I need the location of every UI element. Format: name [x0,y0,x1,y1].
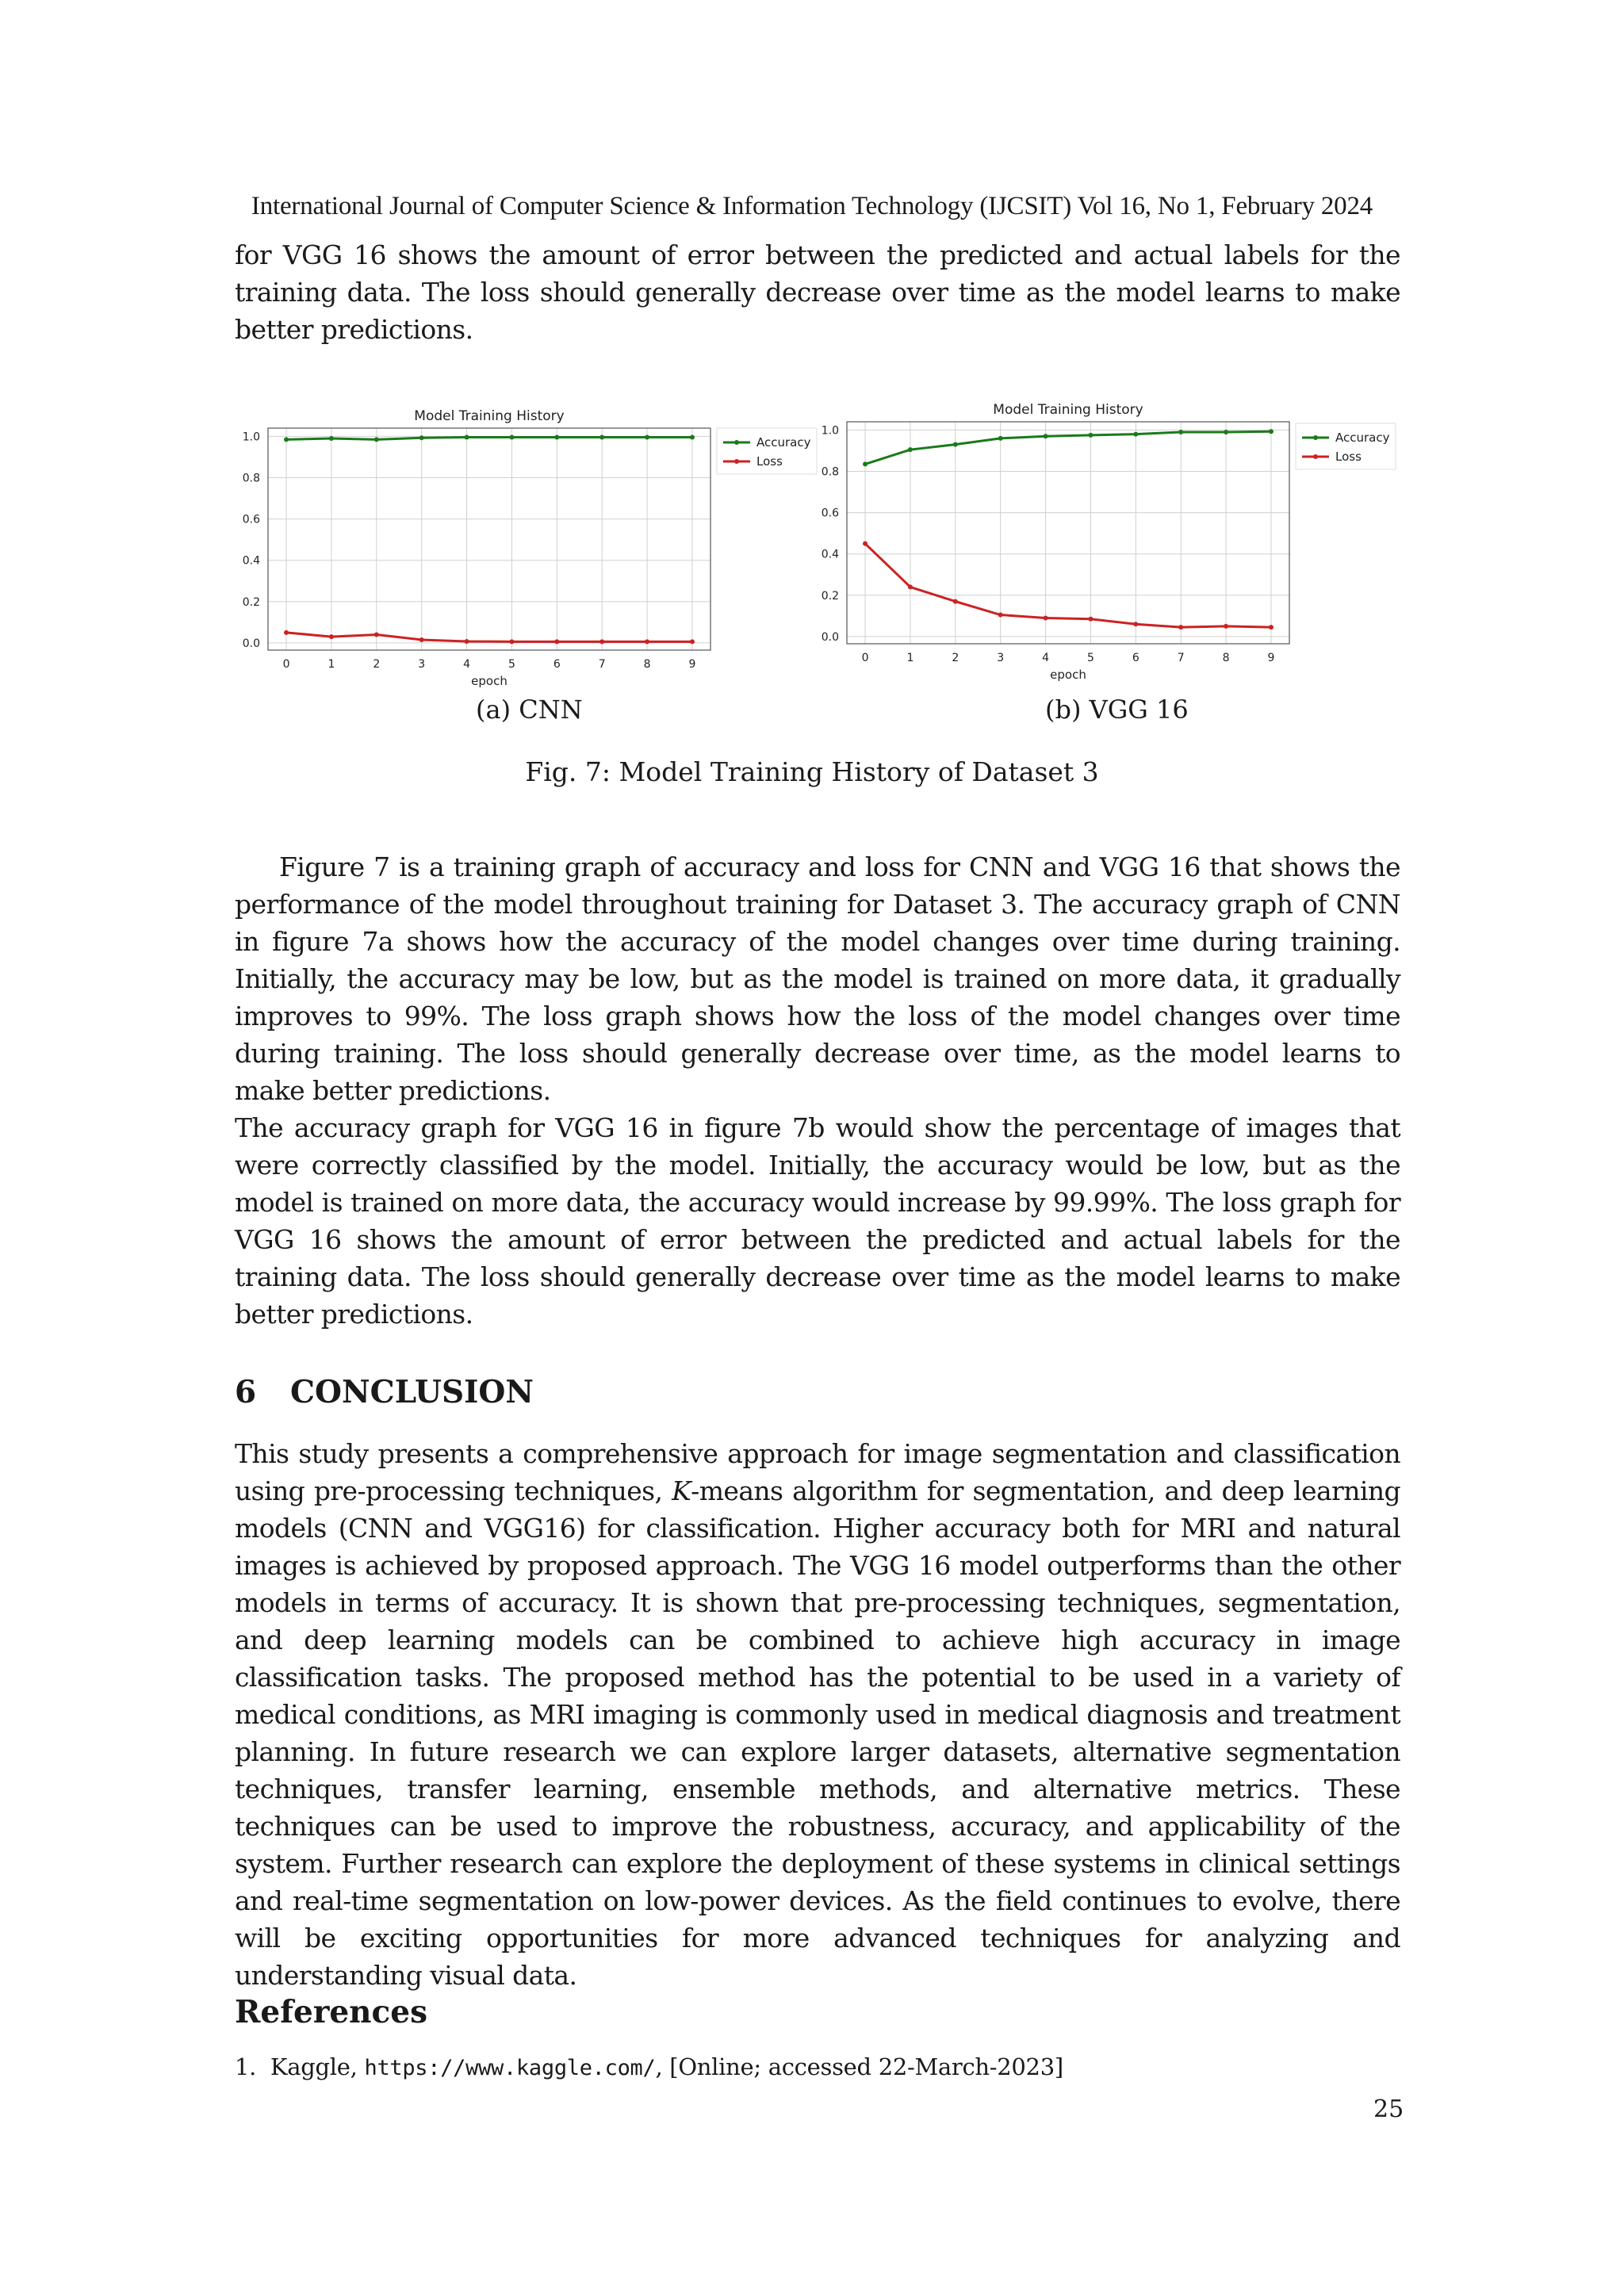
top-paragraph [235,236,1400,348]
data-point-loss [284,630,289,635]
conclusion-text-end: -means algorithm for segmentation, and deep learning models (CNN and VGG16) for classification. Higher accuracy both for MRI and natural images is achieved by proposed approach. The VGG 16 model outperforms than the other models in terms of accuracy. It is shown that pre-processing techniques, segmentation, and deep learning models can be combined to achieve high accuracy in image classification tasks. The proposed method has the potential to be used in a variety of medical conditions, as MRI imaging is commonly used in medical diagnosis and treatment planning. In future research we can explore larger datasets, alternative segmentation techniques, transfer learning, ensemble methods, and alternative metrics. These techniques can be used to improve the robustness, accuracy, and applicability of the system. Further research can explore the deployment of these systems in clinical settings and real-time segmentation on low-power devices. As the field continues to evolve, there will be exciting opportunities for more advanced techniques for analyzing and understanding visual data. [235,1475,1400,1991]
x-tick-label: 1 [906,652,914,664]
legend-marker [734,459,739,464]
data-point-loss [863,541,868,546]
series-line-loss [865,544,1271,627]
x-tick-label: 5 [1086,652,1094,664]
reference-item [235,2053,1063,2080]
legend-label-loss: Loss [1335,450,1362,464]
x-tick-label: 8 [1222,652,1230,664]
data-point-loss [419,637,424,642]
y-tick-label: 0.4 [242,554,260,568]
x-tick-label: 9 [1267,652,1275,664]
data-point-accuracy [465,434,469,439]
x-tick-label: 1 [327,658,335,671]
x-tick-label: 3 [418,658,426,671]
data-point-loss [690,639,695,644]
top-paragraph-text: for VGG 16 shows the amount of error between the predicted and actual labels for the training data. The loss should generally decrease over time as the model learns to make better predictions. [235,239,1400,345]
data-point-accuracy [908,447,913,452]
data-point-loss [908,584,913,589]
legend-label-accuracy: Accuracy [1335,430,1390,445]
cnn-training-history-chart [230,396,833,690]
data-point-accuracy [1269,429,1274,434]
x-tick-label: 4 [463,658,471,671]
data-point-accuracy [1178,430,1183,434]
legend-label-loss: Loss [756,454,783,469]
data-point-loss [998,613,1003,618]
data-point-accuracy [284,437,289,442]
data-point-accuracy [998,436,1003,441]
x-tick-label: 6 [553,658,561,671]
plot-frame [847,422,1289,644]
section-number: 6 [235,1374,257,1410]
data-point-loss [1088,617,1093,622]
x-tick-label: 2 [952,652,959,664]
section-title: CONCLUSION [290,1374,534,1410]
subcaption-vgg16: (b) VGG 16 [1045,695,1189,725]
data-point-loss [1224,624,1228,629]
x-tick-label: 4 [1042,652,1050,664]
conclusion-text-start: This study presents a comprehensive approach for image segmentation and classification using pre-processing techniques, [235,1438,1400,1506]
reference-number: 1. [235,2053,257,2080]
y-tick-label: 0.2 [821,589,839,603]
data-point-accuracy [953,442,958,447]
y-tick-label: 0.4 [821,548,839,561]
data-point-accuracy [690,434,695,439]
data-point-accuracy [645,434,649,439]
x-tick-label: 0 [861,652,869,664]
y-tick-label: 0.0 [242,637,260,650]
running-header: International Journal of Computer Science & Information Technology (IJCSIT) Vol 16, No 1, February 2024 [251,192,1373,220]
plot-frame [268,428,710,650]
x-axis-label: epoch [1050,668,1086,682]
data-point-accuracy [599,434,604,439]
conclusion-heading [235,1374,534,1410]
data-point-loss [554,639,559,644]
chart-title: Model Training History [414,408,565,424]
legend-marker [1313,435,1318,440]
y-tick-label: 0.6 [821,507,839,520]
legend-marker [734,440,739,445]
series-line-accuracy [865,431,1271,464]
x-tick-label: 9 [688,658,696,671]
reference-link[interactable]: https://www.kaggle.com/ [364,2056,656,2080]
x-tick-label: 7 [598,658,606,671]
data-point-loss [1178,625,1183,629]
y-tick-label: 0.2 [242,595,260,609]
x-axis-label: epoch [471,674,508,688]
data-point-loss [1269,625,1274,629]
data-point-accuracy [374,437,379,442]
chart-title: Model Training History [993,402,1143,418]
series-line-loss [286,633,692,641]
conclusion-body [235,1435,1400,1994]
figure-paragraph-2: The accuracy graph for VGG 16 in figure 7b would show the percentage of images that were correctly classified by the model. Initially, the accuracy would be low, but as the model is trained on more data, the accuracy would increase by 99.99%. The loss graph for VGG 16 shows the amount of error between the predicted and actual labels for the training data. The loss should generally decrease over time as the model learns to make better predictions. [235,1112,1400,1330]
data-point-loss [599,639,604,644]
data-point-loss [509,639,514,644]
data-point-accuracy [509,434,514,439]
figure-caption: Fig. 7: Model Training History of Dataset 3 [525,756,1099,787]
x-tick-label: 6 [1132,652,1139,664]
data-point-loss [329,634,334,639]
x-tick-label: 8 [643,658,651,671]
data-point-loss [953,599,958,604]
data-point-accuracy [419,435,424,440]
data-point-accuracy [863,461,868,466]
y-tick-label: 1.0 [821,424,839,438]
x-tick-label: 3 [997,652,1005,664]
figure-paragraph-1: Figure 7 is a training graph of accuracy and loss for CNN and VGG 16 that shows the performance of the model throughout training for Dataset 3. The accuracy graph of CNN in figure 7a shows how the accuracy of the model changes over time during training. Initially, the accuracy may be low, but as the model is trained on more data, it gradually improves to 99%. The loss graph shows how the loss of the model changes over time during training. The loss should generally decrease over time, as the model learns to make better predictions. [235,851,1400,1106]
data-point-accuracy [1224,430,1228,434]
data-point-accuracy [1088,433,1093,438]
page-number: 25 [1373,2095,1404,2123]
x-tick-label: 5 [508,658,515,671]
y-tick-label: 0.0 [821,630,839,644]
legend-label-accuracy: Accuracy [756,435,811,450]
data-point-accuracy [1044,434,1048,438]
y-tick-label: 0.8 [821,465,839,479]
data-point-accuracy [329,436,334,441]
data-point-loss [1133,622,1138,626]
subcaption-cnn: (a) CNN [476,695,583,725]
x-tick-label: 2 [373,658,381,671]
y-tick-label: 1.0 [242,430,260,444]
conclusion-k-symbol: K [672,1475,691,1506]
data-point-accuracy [1133,432,1138,437]
reference-name: Kaggle, [270,2053,365,2080]
data-point-loss [465,639,469,644]
legend-marker [1313,454,1318,459]
figure-discussion [235,848,1400,1333]
data-point-accuracy [554,434,559,439]
data-point-loss [374,632,379,637]
y-tick-label: 0.8 [242,472,260,485]
x-tick-label: 0 [282,658,290,671]
series-line-accuracy [286,437,692,439]
data-point-loss [645,639,649,644]
vgg16-training-history-chart [812,396,1415,690]
x-tick-label: 7 [1177,652,1185,664]
references-heading: References [235,1994,428,2030]
y-tick-label: 0.6 [242,513,260,526]
reference-note: , [Online; accessed 22-March-2023] [655,2053,1063,2080]
data-point-loss [1044,615,1048,620]
